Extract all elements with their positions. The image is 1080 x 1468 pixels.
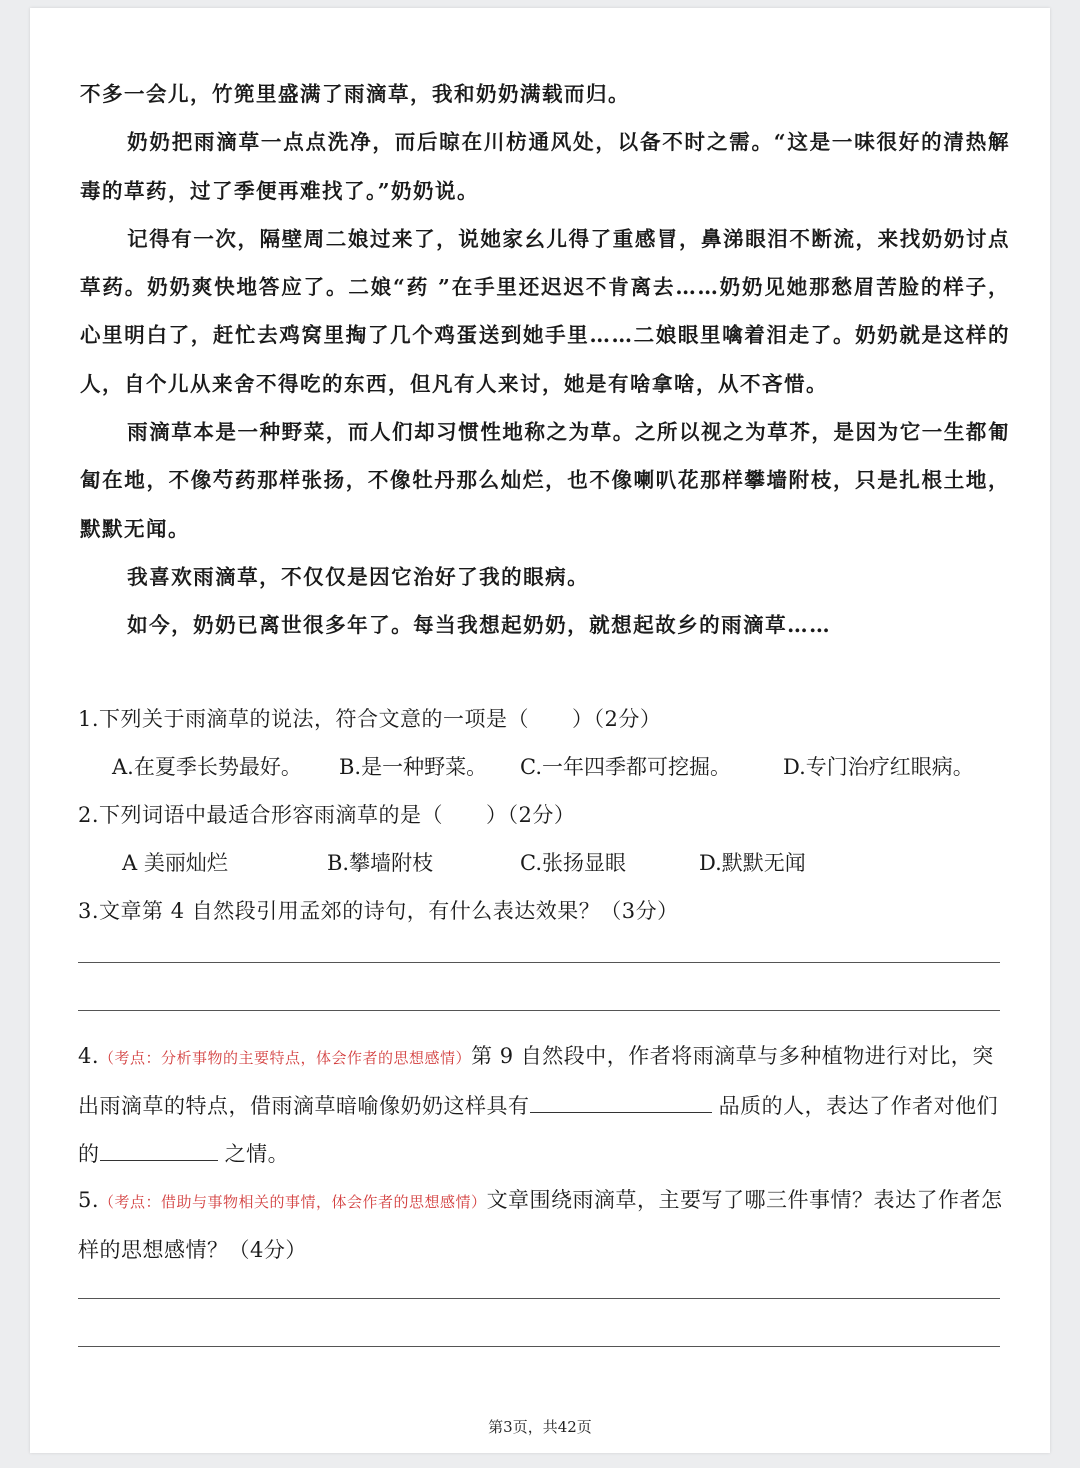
question-2-text: 2.下列词语中最适合形容雨滴草的是（ ）（2分） [78, 803, 576, 827]
option-d[interactable]: D.专门治疗红眼病。 [783, 755, 974, 779]
answer-line[interactable] [78, 962, 1000, 963]
question-1 [78, 695, 1008, 743]
question-1-text: 1.下列关于雨滴草的说法，符合文意的一项是（ ）（2分） [78, 707, 662, 731]
option-b[interactable]: B.攀墙附枝 [327, 851, 434, 875]
question-4-text-part1: 第 9 自然段中，作者将雨滴草与多种植物进行对比，突出雨滴草的特点，借雨滴草暗喻像奶奶这样具有 [78, 1044, 994, 1118]
question-4-text-part2: 品质的人，表达了作者对他们的 [78, 1094, 999, 1166]
question-5 [78, 1176, 1008, 1274]
question-2-options [122, 839, 1022, 887]
option-a[interactable]: A 美丽灿烂 [122, 851, 228, 875]
question-5-number: 5. [78, 1188, 100, 1212]
question-1-options [112, 743, 1032, 791]
question-4-text-part3: 之情。 [217, 1142, 290, 1166]
question-2 [78, 791, 1008, 839]
passage-paragraph: 记得有一次，隔壁周二娘过来了，说她家幺儿得了重感冒，鼻涕眼泪不断流，来找奶奶讨点草药。奶奶爽快地答应了。二娘“药 ”在手里还迟迟不肯离去……奶奶见她那愁眉苦脸的样子，心里明白了，赶忙去鸡窝里掏了几个鸡蛋送到她手里……二娘眼里噙着泪走了。奶奶就是这样的人，自个儿从来舍不得吃的东西，但凡有人来讨，她是有啥拿啥，从不吝惜。 [80, 226, 1010, 396]
option-c[interactable]: C.一年四季都可挖掘。 [520, 755, 731, 779]
page-number: 第3页，共42页 [488, 1418, 592, 1436]
passage-paragraph: 我喜欢雨滴草，不仅仅是因它治好了我的眼病。 [127, 564, 590, 589]
question-5-text: 文章围绕雨滴草，主要写了哪三件事情？表达了作者怎样的思想感情？（4分） [78, 1188, 1003, 1262]
option-c[interactable]: C.张扬显眼 [520, 851, 626, 875]
option-a[interactable]: A.在夏季长势最好。 [112, 755, 302, 779]
passage-paragraph: 雨滴草本是一种野菜，而人们却习惯性地称之为草。之所以视之为草芥，是因为它一生都匍匐在地，不像芍药那样张扬，不像牡丹那么灿烂，也不像喇叭花那样攀墙附枝，只是扎根土地，默默无闻。 [80, 420, 1010, 541]
fill-blank-quality[interactable] [530, 1111, 712, 1113]
question-3-text: 3.文章第 4 自然段引用孟郊的诗句，有什么表达效果？（3分） [78, 899, 679, 923]
question-3 [78, 887, 1008, 935]
question-4-number: 4. [78, 1044, 100, 1068]
passage-paragraph: 不多一会儿，竹篼里盛满了雨滴草，我和奶奶满载而归。 [80, 82, 630, 106]
reading-passage [80, 70, 1010, 650]
option-d[interactable]: D.默默无闻 [699, 851, 806, 875]
worksheet-page [30, 8, 1050, 1453]
answer-line[interactable] [78, 1010, 1000, 1011]
passage-paragraph: 奶奶把雨滴草一点点洗净，而后晾在川枋通风处，以备不时之需。“这是一味很好的清热解毒的草药，过了季便再难找了。”奶奶说。 [80, 130, 1010, 203]
answer-line[interactable] [78, 1298, 1000, 1299]
answer-line[interactable] [78, 1346, 1000, 1347]
question-4 [78, 1032, 1008, 1178]
passage-paragraph: 如今，奶奶已离世很多年了。每当我想起奶奶，就想起故乡的雨滴草…… [127, 613, 832, 638]
question-4-tag: （考点：分析事物的主要特点，体会作者的思想感情） [99, 1049, 472, 1067]
option-b[interactable]: B.是一种野菜。 [339, 755, 488, 779]
question-5-tag: （考点：借助与事物相关的事情，体会作者的思想感情） [99, 1193, 487, 1211]
fill-blank-feeling[interactable] [100, 1159, 218, 1161]
